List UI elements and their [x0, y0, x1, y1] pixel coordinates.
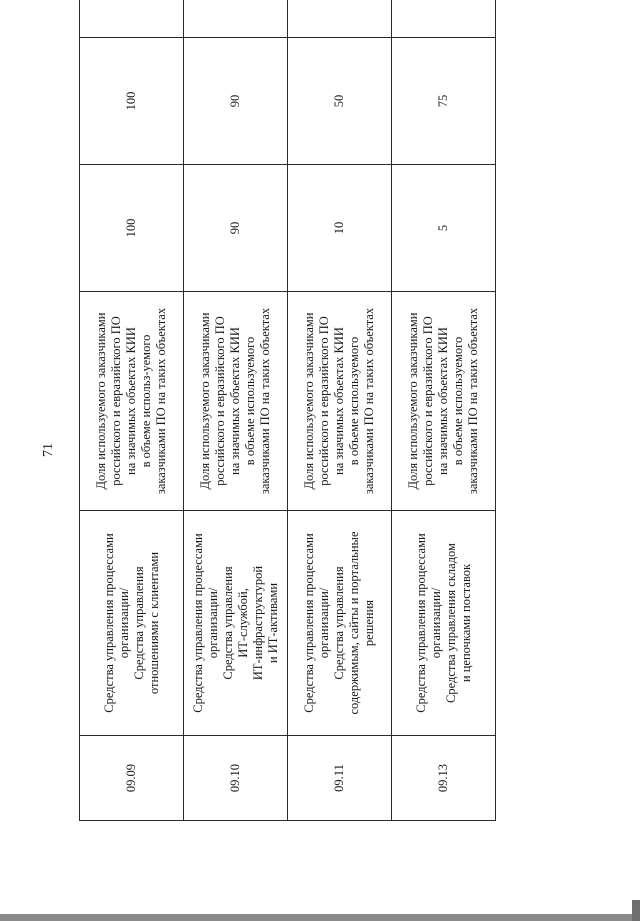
value-cell [392, 0, 496, 38]
value-cell: 50 [288, 38, 392, 165]
table-row [288, 0, 392, 821]
row-code: 09.13 [392, 736, 496, 821]
value-cell: 90 [184, 165, 288, 292]
row-code: 09.09 [80, 736, 184, 821]
value-cell: 5 [392, 165, 496, 292]
software-class-cell: Средства управления процессами организации/ Средства управления ИТ-службой, ИТ-инфраструктурой и ИТ-активами [184, 511, 288, 736]
indicator-cell: Доля используемого заказчиками российского и евразийского ПО на значимых объектах КИИ в объеме используемого заказчиками ПО на таких объектах [392, 292, 496, 511]
table-row [184, 0, 288, 821]
row-code: 09.10 [184, 736, 288, 821]
value-cell [80, 0, 184, 38]
table-row [392, 0, 496, 821]
value-cell [288, 0, 392, 38]
software-class-cell: Средства управления процессами организации/ Средства управления складом и цепочками поставок [392, 511, 496, 736]
software-class-cell: Средства управления процессами организации/ Средства управления содержимым, сайты и портальные решения [288, 511, 392, 736]
software-class-cell: Средства управления процессами организации/ Средства управления отношениями с клиентами [80, 511, 184, 736]
value-cell: 100 [80, 38, 184, 165]
table-row [80, 0, 184, 821]
indicator-cell: Доля используемого заказчиками российского и евразийского ПО на значимых объектах КИИ в объеме используемого заказчиками ПО на таких объектах [184, 292, 288, 511]
scan-edge-corner [632, 900, 640, 921]
value-cell: 100 [80, 165, 184, 292]
targets-table [79, 0, 496, 821]
value-cell: 10 [288, 165, 392, 292]
value-cell: 90 [184, 38, 288, 165]
page-number: 71 [41, 443, 56, 457]
row-code: 09.11 [288, 736, 392, 821]
scan-edge-bottom [0, 914, 640, 921]
indicator-cell: Доля используемого заказчиками российского и евразийского ПО на значимых объектах КИИ в объеме используемого заказчиками ПО на таких объектах [288, 292, 392, 511]
value-cell: 75 [392, 38, 496, 165]
table-container [79, 47, 496, 821]
value-cell [184, 0, 288, 38]
indicator-cell: Доля используемого заказчиками российского и евразийского ПО на значимых объектах КИИ в объеме использ-уемого заказчиками ПО на таких объектах [80, 292, 184, 511]
